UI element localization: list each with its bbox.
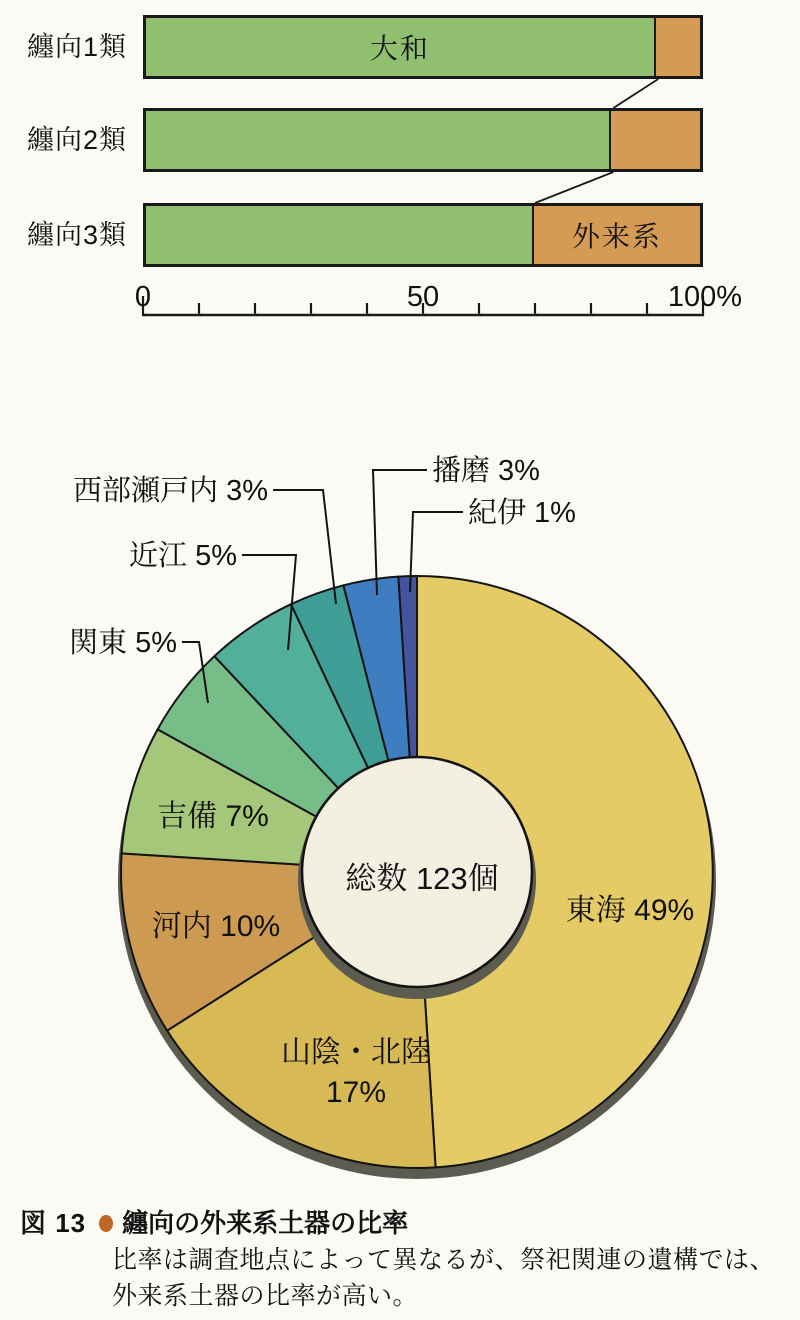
bar-chart <box>0 0 800 340</box>
connector-line <box>613 79 658 108</box>
leader-line <box>273 490 336 604</box>
connector-line <box>535 172 613 203</box>
bar-row <box>0 108 800 172</box>
axis-tick-label: 50 <box>406 281 440 313</box>
bar-row-label: 纏向2類 <box>27 125 128 155</box>
pie-chart <box>0 428 800 1208</box>
pie-slice-label: 紀伊 1% <box>468 497 576 529</box>
caption-body-line: 外来系土器の比率が高い。 <box>112 1282 419 1310</box>
axis-tick-label: 0 <box>134 281 152 313</box>
bar-segment-gairai <box>534 206 700 264</box>
bar-segment-gairai <box>656 18 700 76</box>
pie-center-label: 総数 123個 <box>345 861 499 896</box>
pie-slice-label: 河内 10% <box>151 910 281 943</box>
bar-segment-gairai <box>611 111 700 169</box>
axis-tick-label: 100% <box>667 281 743 313</box>
bar-segment-yamato <box>146 111 611 169</box>
bullet-icon <box>99 1215 113 1232</box>
caption-heading <box>20 1204 786 1242</box>
caption-title: 纏向の外来系土器の比率 <box>122 1208 409 1238</box>
pie-slice-label: 近江 5% <box>129 540 237 572</box>
pie-slice-label: 東海 49% <box>565 894 695 927</box>
bar-segment-yamato <box>146 18 656 76</box>
caption-body <box>112 1242 786 1314</box>
pie-slice-label: 播磨 3% <box>432 455 540 487</box>
bar-track <box>143 203 703 267</box>
bar-row <box>0 15 800 79</box>
pie-slice-label: 西部瀬戸内 3% <box>73 475 268 507</box>
caption-body-line: 比率は調査地点によって異なるが、祭祀関連の遺構では、 <box>112 1246 776 1274</box>
bar-track <box>143 15 703 79</box>
bar-segment-label: 外来系 <box>571 221 662 252</box>
bar-segment-label: 大和 <box>369 33 430 64</box>
bar-row-label: 纏向1類 <box>27 32 128 62</box>
pie-slice-label: 17% <box>325 1076 387 1109</box>
bar-row <box>0 203 800 267</box>
figure-number: 図 13 <box>20 1208 87 1238</box>
bar-segment-yamato <box>146 206 534 264</box>
figure-caption <box>20 1204 786 1314</box>
bar-row-label: 纏向3類 <box>27 220 128 250</box>
bar-track <box>143 108 703 172</box>
pie-slice-label: 山陰・北陸 <box>281 1036 431 1069</box>
pie-slice-label: 吉備 7% <box>157 800 269 833</box>
pie-svg <box>0 428 800 1208</box>
pie-slice-label: 関東 5% <box>69 627 177 659</box>
